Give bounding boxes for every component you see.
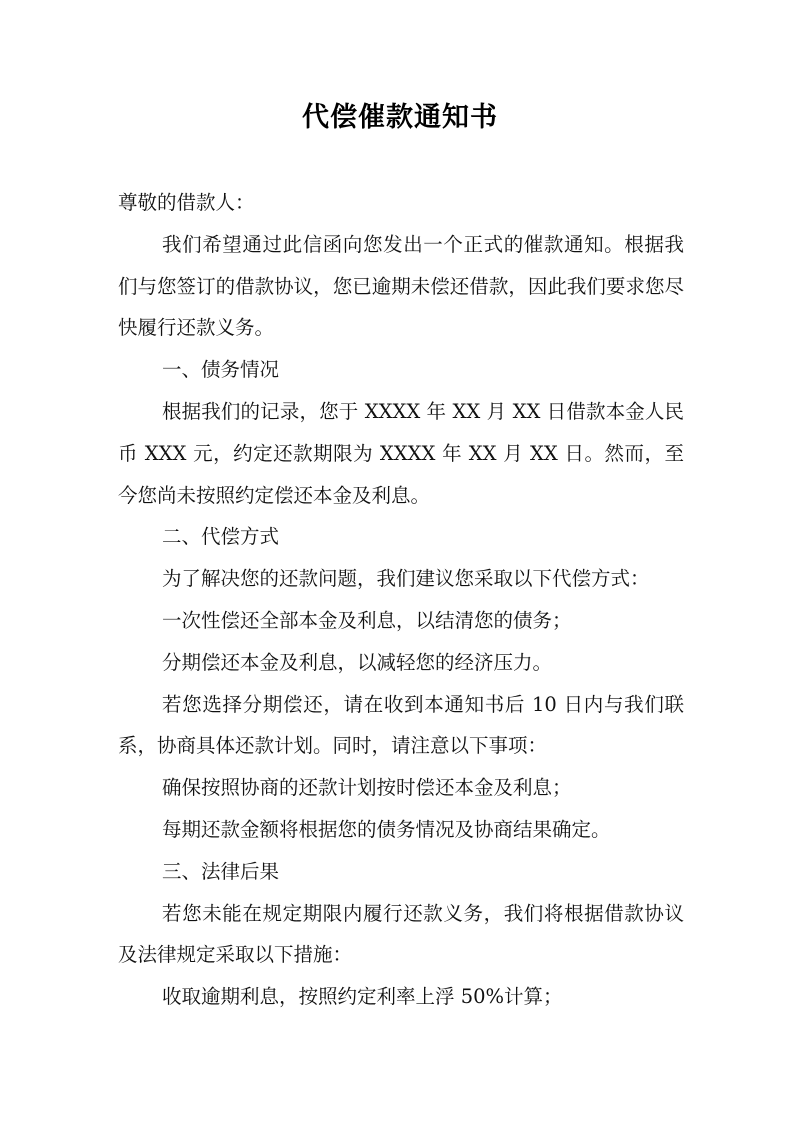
paragraph-intro: 我们希望通过此信函向您发出一个正式的催款通知。根据我们与您签订的借款协议，您已逾期未偿还借款，因此我们要求您尽快履行还款义务。 [118,232,684,340]
paragraph-methods-intro: 为了解决您的还款问题，我们建议您采取以下代偿方式： [162,567,650,591]
paragraph-debt-details: 根据我们的记录，您于 XXXX 年 XX 月 XX 日借款本金人民币 XXX 元，约定还款期限为 XXXX 年 XX 月 XX 日。然而，至今您尚未按照约定偿还本金及利息。 [118,399,684,507]
paragraph-legal-measures: 若您未能在规定期限内履行还款义务，我们将根据借款协议及法律规定采取以下措施： [118,901,684,967]
list-item-installment: 分期偿还本金及利息，以减轻您的经济压力。 [162,650,553,674]
document-body [118,182,684,1018]
list-item-overdue-interest: 收取逾期利息，按照约定利率上浮 50%计算； [162,985,563,1009]
list-item-lump-sum: 一次性偿还全部本金及利息，以结清您的债务； [162,608,572,632]
salutation: 尊敬的借款人： [118,191,255,214]
section-heading-debt: 一、债务情况 [162,358,280,382]
section-heading-legal: 三、法律后果 [162,859,280,883]
section-heading-repayment-methods: 二、代偿方式 [162,525,280,549]
paragraph-installment-notice: 若您选择分期偿还，请在收到本通知书后 10 日内与我们联系，协商具体还款计划。同时，请注意以下事项： [118,692,684,758]
document-title: 代偿催款通知书 [302,102,498,133]
list-item-on-time: 确保按照协商的还款计划按时偿还本金及利息； [162,776,572,800]
list-item-amount: 每期还款金额将根据您的债务情况及协商结果确定。 [162,817,611,841]
